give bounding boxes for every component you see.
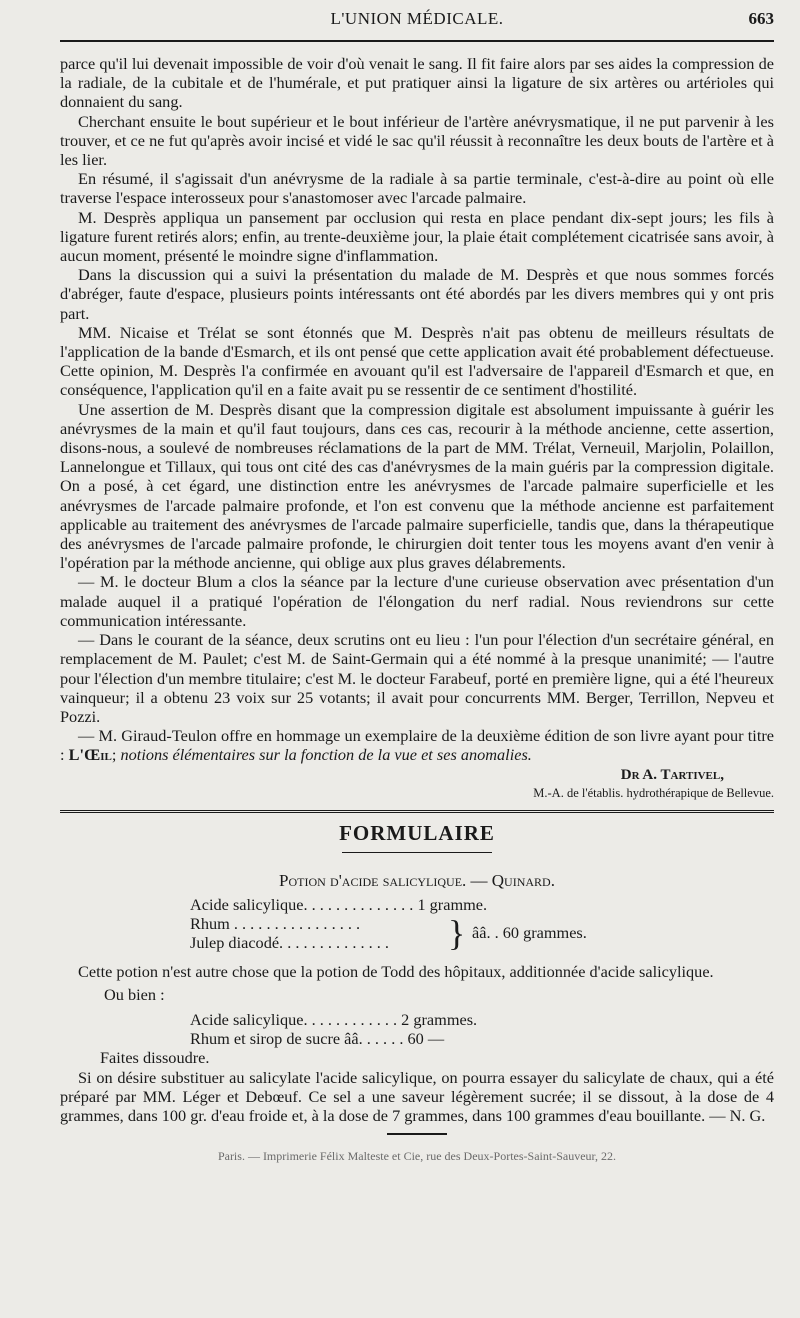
signature: [60, 766, 774, 802]
paragraph: En résumé, il s'agissait d'un anévrysme de la radiale à sa partie terminale, c'est-à-dire au point où elle traverse l'espace interosseux pour s'anastomoser avec l'arcade palmaire.: [60, 169, 774, 208]
journal-title: L'UNION MÉDICALE.: [330, 9, 504, 28]
paragraph: Dans la discussion qui a suivi la présentation du malade de M. Desprès et que nous sommes forcés d'abréger, faute d'espace, plusieurs points intéressants ont été abordés par les divers membres qui y ont pris part.: [60, 265, 774, 323]
instruction: Faites dissoudre.: [100, 1047, 210, 1067]
title-rule: [342, 852, 492, 853]
paragraph-giraud-teulon: [60, 726, 774, 764]
paragraph: — Dans le courant de la séance, deux scrutins ont eu lieu : l'un pour l'élection d'un secrétaire général, en remplacement de M. Paulet; c'est M. de Saint-Germain qui a été nommé à la presque unanimité; — l'autre pour l'élection d'un membre titulaire; c'est M. le docteur Farabeuf, porté en première ligne, qui a été l'heureux vainqueur; il a obtenu 23 voix sur 25 votants; il avait pour concurrents MM. Berger, Terrillon, Nepveu et Pozzi.: [60, 630, 774, 726]
paragraph: Une assertion de M. Desprès disant que la compression digitale est absolument impuissante à guérir les anévrysmes de la main et qu'il faut toujours, dans ces cas, recourir à la méthode ancienne, cette assertion, disons-nous, a soulevé de nombreuses réclamations de la part de MM. Trélat, Verneuil, Marjolin, Polaillon, Lannelongue et Tillaux, qui tous ont cité des cas d'anévrysmes de la main guéris par la compression digitale. On a posé, à cet égard, une distinction entre les anévrysmes de l'arcade palmaire superficielle et les anévrysmes de l'arcade palmaire profonde, et l'on est convenu que la méthode ancienne est parfaitement applicable au traitement des anévrysmes de l'arcade palmaire superficielle, tandis que, dans la thérapeutique des anévrysmes de l'arcade palmaire profonde, le chirurgien doit tenter tous les moyens avant d'en venir à l'opération par la méthode ancienne, qui oblige aux plus graves délabrements.: [60, 399, 774, 573]
author-affiliation: M.-A. de l'établis. hydrothérapique de Bellevue.: [533, 785, 774, 800]
recipe-quantity: ââ. . 60 grammes.: [472, 922, 587, 942]
recipe-line: Acide salicylique. . . . . . . . . . . . 2 grammes.: [190, 1009, 478, 1029]
paragraph: M. Desprès appliqua un pansement par occlusion qui resta en place pendant dix-sept jours; les fils à ligature furent retirés alors; enfin, au trente-deuxième jour, la plaie était complétement cicatrisée sans avoir, à aucun moment, présenté le moindre signe d'inflammation.: [60, 207, 774, 266]
article-body: [60, 54, 774, 802]
printer-imprint: Paris. — Imprimerie Félix Malteste et Cie, rue des Deux-Portes-Saint-Sauveur, 22.: [217, 1149, 617, 1164]
recipe-line: Rhum . . . . . . . . . . . . . . . .: [190, 913, 361, 933]
alternative-label: Ou bien :: [104, 984, 165, 1004]
recipe-group: [60, 914, 774, 952]
book-separator: ;: [111, 745, 121, 765]
paragraph: Cherchant ensuite le bout supérieur et le bout inférieur de l'artère anévrysmatique, il ne put parvenir à les trouver, et ce ne fut qu'après avoir incisé et vidé le sac qu'il réussit à reconnaître les deux bouts de l'artère et à les lier.: [60, 111, 774, 170]
running-header: [60, 0, 774, 42]
footer-rule: [387, 1133, 447, 1135]
paragraph-lead: — M. Giraud-Teulon offre en hommage un exemplaire de la deuxième édition de son livre ayant pour titre :: [60, 726, 774, 765]
recipe-note: Cette potion n'est autre chose que la potion de Todd des hôpitaux, additionnée d'acide salicylique.: [78, 961, 714, 981]
paragraph: — M. le docteur Blum a clos la séance par la lecture d'une curieuse observation avec présentation d'un malade auquel il a pratiqué l'opération de l'élongation du nerf radial. Nous reviendrons sur cette communication intéressante.: [60, 572, 774, 630]
section-title: FORMULAIRE: [339, 820, 495, 845]
recipe-line: Rhum et sirop de sucre ââ. . . . . . 60 —: [190, 1028, 445, 1048]
page-number: 663: [748, 9, 774, 28]
closing-paragraph: Si on désire substituer au salicylate l'acide salicylique, on pourra essayer du salicylate de chaux, qui a été préparé par MM. Léger et Debœuf. Ce sel a une saveur légèrement sucrée; il se dissout, à la dose de 4 grammes, dans 100 gr. d'eau froide et, à la dose de 7 grammes, dans 100 grammes d'eau bouillante. — N. G.: [60, 1067, 774, 1126]
book-title: L'Œil: [68, 745, 112, 765]
recipe-line: Acide salicylique. . . . . . . . . . . . . . 1 gramme.: [190, 894, 488, 914]
book-subtitle: notions élémentaires sur la fonction de la vue et ses anomalies.: [120, 745, 532, 765]
section-divider: [60, 810, 774, 813]
author-name: Dr A. Tartivel,: [620, 766, 724, 783]
recipe-title: Potion d'acide salicylique. — Quinard.: [279, 870, 555, 890]
paragraph: parce qu'il lui devenait impossible de voir d'où venait le sang. Il fit faire alors par ses aides la compression de la radiale, de la cubitale et de l'humérale, et put pratiquer ainsi la ligature de six artères ou artérioles qui donnaient du sang.: [60, 54, 774, 112]
paragraph: MM. Nicaise et Trélat se sont étonnés que M. Desprès n'ait pas obtenu de meilleurs résultats de l'application de la bande d'Esmarch, et ils ont pensé que cette application avait été probablement défectueuse. Cette opinion, M. Desprès l'a confirmée en avouant qu'il est l'adversaire de l'appareil d'Esmarch et que, en conséquence, l'application qu'il en a faite avait pu se ressentir de ce sentiment d'hostilité.: [60, 322, 774, 400]
brace: }: [448, 912, 466, 953]
recipe-line: Julep diacodé. . . . . . . . . . . . . .: [190, 932, 389, 952]
